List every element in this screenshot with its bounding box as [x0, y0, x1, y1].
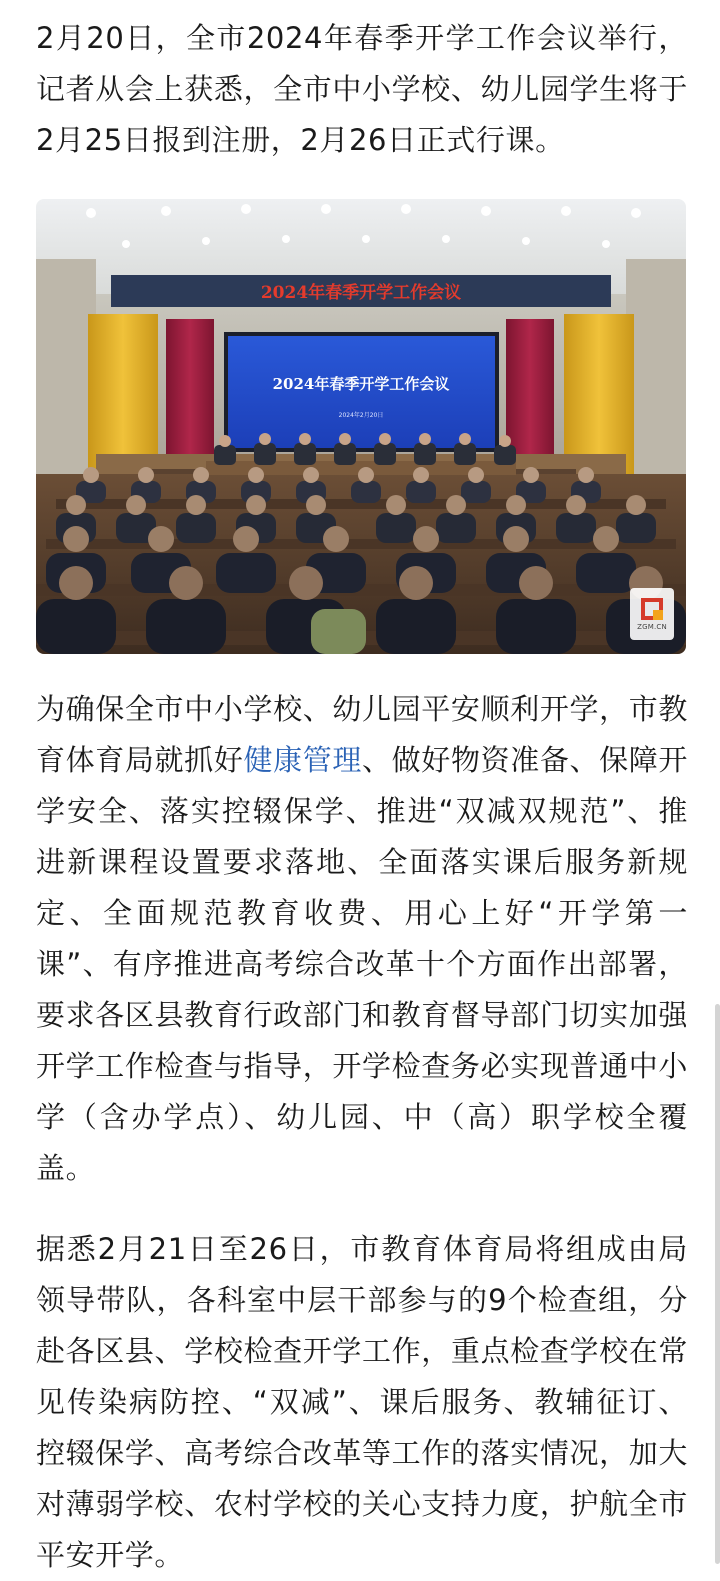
paragraph-2-text-after: 、做好物资准备、保障开学安全、落实控辍保学、推进“双减双规范”、推进新课程设置要求落地、全面落实课后服务新规定、全面规范教育收费、用心上好“开学第一课”、有序推进高考综合改革十个方面作出部署，要求各区县教育行政部门和教育督导部门切实加强开学工作检查与指导，开学检查务必实现普通中小学（含办学点）、幼儿园、中（高）职学校全覆盖。: [36, 743, 689, 1185]
article-paragraph-1: 2月20日，全市2024年春季开学工作会议举行，记者从会上获悉，全市中小学校、幼儿园学生将于2月25日报到注册，2月26日正式行课。: [36, 21, 688, 157]
meeting-photo[interactable]: [36, 199, 686, 654]
watermark-logo: [630, 588, 674, 640]
banner-title: 2024年春季开学工作会议: [260, 283, 462, 303]
screen-date: 2024年2月20日: [338, 412, 384, 419]
watermark-icon: [641, 598, 663, 620]
health-management-link[interactable]: 健康管理: [243, 743, 363, 777]
scrollbar-thumb[interactable]: [715, 1004, 720, 1564]
article-body: [36, 0, 688, 1581]
article-paragraph-3: 据悉2月21日至26日，市教育体育局将组成由局领导带队，各科室中层干部参与的9个检查组，分赴各区县、学校检查开学工作，重点检查学校在常见传染病防控、“双减”、课后服务、教辅征订、控辍保学、高考综合改革等工作的落实情况，加大对薄弱学校、农村学校的关心支持力度，护航全市平安开学。: [36, 1232, 688, 1572]
watermark-text: ZGM.CN: [637, 622, 667, 631]
paragraph-2-text-before: 为确保全市中小学校、幼儿园平安顺利开学，市教育体育局就抓好: [36, 692, 688, 777]
screen-title: 2024年春季开学工作会议: [272, 375, 450, 393]
article-paragraph-2: [36, 684, 688, 1194]
meeting-photo-illustration: [36, 199, 686, 654]
